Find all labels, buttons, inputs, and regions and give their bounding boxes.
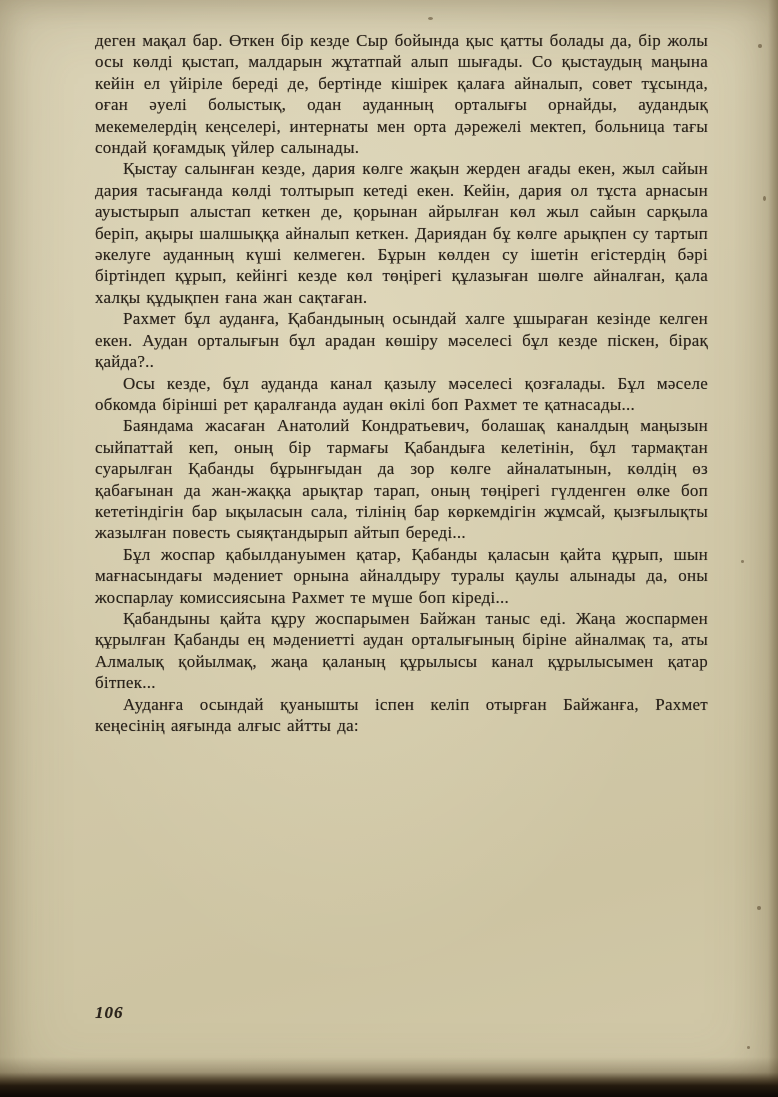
paragraph: Қыстау салынған кезде, дария көлге жақын жерден ағады екен, жыл сайын дария тасығанда көлді толтырып кетеді екен. Кейін, дария ол тұста арнасын ауыстырып алыстап кеткен де, қорынан айрылған көл жыл сайын сарқыла беріп, ақыры шалшыққа айналып кеткен. Дариядан бұ көлге арықпен су тартып әкелуге ауданның күші келмеген. Бұрын көлден су ішетін егістердің бәрі біртіндеп құрып, кейінгі кезде көл төңірегі құлазыған шөлге айналған, қала халқы құдықпен ғана жан сақтаған. bbox=[95, 159, 708, 307]
paragraph: Қабандыны қайта құру жоспарымен Байжан таныс еді. Жаңа жоспармен құрылған Қабанды ең мәдениетті аудан орталығының біріне айналмақ та, аты Алмалық қойылмақ, жаңа қаланың құрылысы канал құрылысымен қатар бітпек... bbox=[95, 608, 708, 693]
page-right-edge-shadow bbox=[768, 0, 778, 1097]
page-bottom-edge-shadow bbox=[0, 1057, 778, 1097]
paragraph: Рахмет бұл ауданға, Қабандының осындай халге ұшыраған кезінде келген екен. Аудан орталығын бұл арадан көшіру мәселесі бұл кезде піскен, бірақ қайда?.. bbox=[95, 309, 708, 372]
scan-speck bbox=[741, 560, 744, 563]
scan-speck bbox=[747, 1046, 750, 1049]
scan-speck bbox=[763, 196, 766, 201]
paragraph: Осы кезде, бұл ауданда канал қазылу мәселесі қозғалады. Бұл мәселе обкомда бірінші рет қаралғанда аудан өкілі боп Рахмет те қатнасады... bbox=[95, 373, 708, 414]
scan-speck bbox=[428, 17, 433, 20]
scan-speck bbox=[758, 44, 762, 48]
paragraph: деген мақал бар. Өткен бір кезде Сыр бойында қыс қатты болады да, бір жолы осы көлді қыстап, малдарын жұтатпай алып шығады. Со қыстаудың маңына кейін ел үйіріле береді де, бертінде кішірек қалаға айналып, совет тұсында, оған әуелі болыстық, одан ауданның орталығы орнайды, аудандық мекемелердің кеңселері, интернаты мен орта дәрежелі мектеп, больница тағы сондай қоғамдық үйлер салынады. bbox=[95, 31, 708, 158]
page-number: 106 bbox=[95, 1003, 124, 1022]
paragraph: Ауданға осындай қуанышты іспен келіп отырған Байжанға, Рахмет кеңесінің аяғында алғыс айтты да: bbox=[95, 694, 708, 735]
page-body bbox=[95, 30, 708, 736]
paragraph: Баяндама жасаған Анатолий Кондратьевич, болашақ каналдың маңызын сыйпаттай кеп, оның бір тармағы Қабандыға келетінін, бұл тармақтан суарылған Қабанды бұрынғыдан да зор көлге айналатынын, көлдің өз қабағынан да жан-жаққа арықтар тарап, оның төңірегі гүлденген өлке боп кететіндігін бар ықыласын сала, тілінің бар көркемдігін жұмсай, қызғылықты жазылған повесть сыяқтандырып айтып береді... bbox=[95, 416, 708, 543]
paragraph: Бұл жоспар қабылдануымен қатар, Қабанды қаласын қайта құрып, шын мағнасындағы мәдениет орнына айналдыру туралы қаулы алынады да, оны жоспарлау комиссиясына Рахмет те мүше боп кіреді... bbox=[95, 544, 708, 607]
scan-speck bbox=[757, 906, 761, 910]
